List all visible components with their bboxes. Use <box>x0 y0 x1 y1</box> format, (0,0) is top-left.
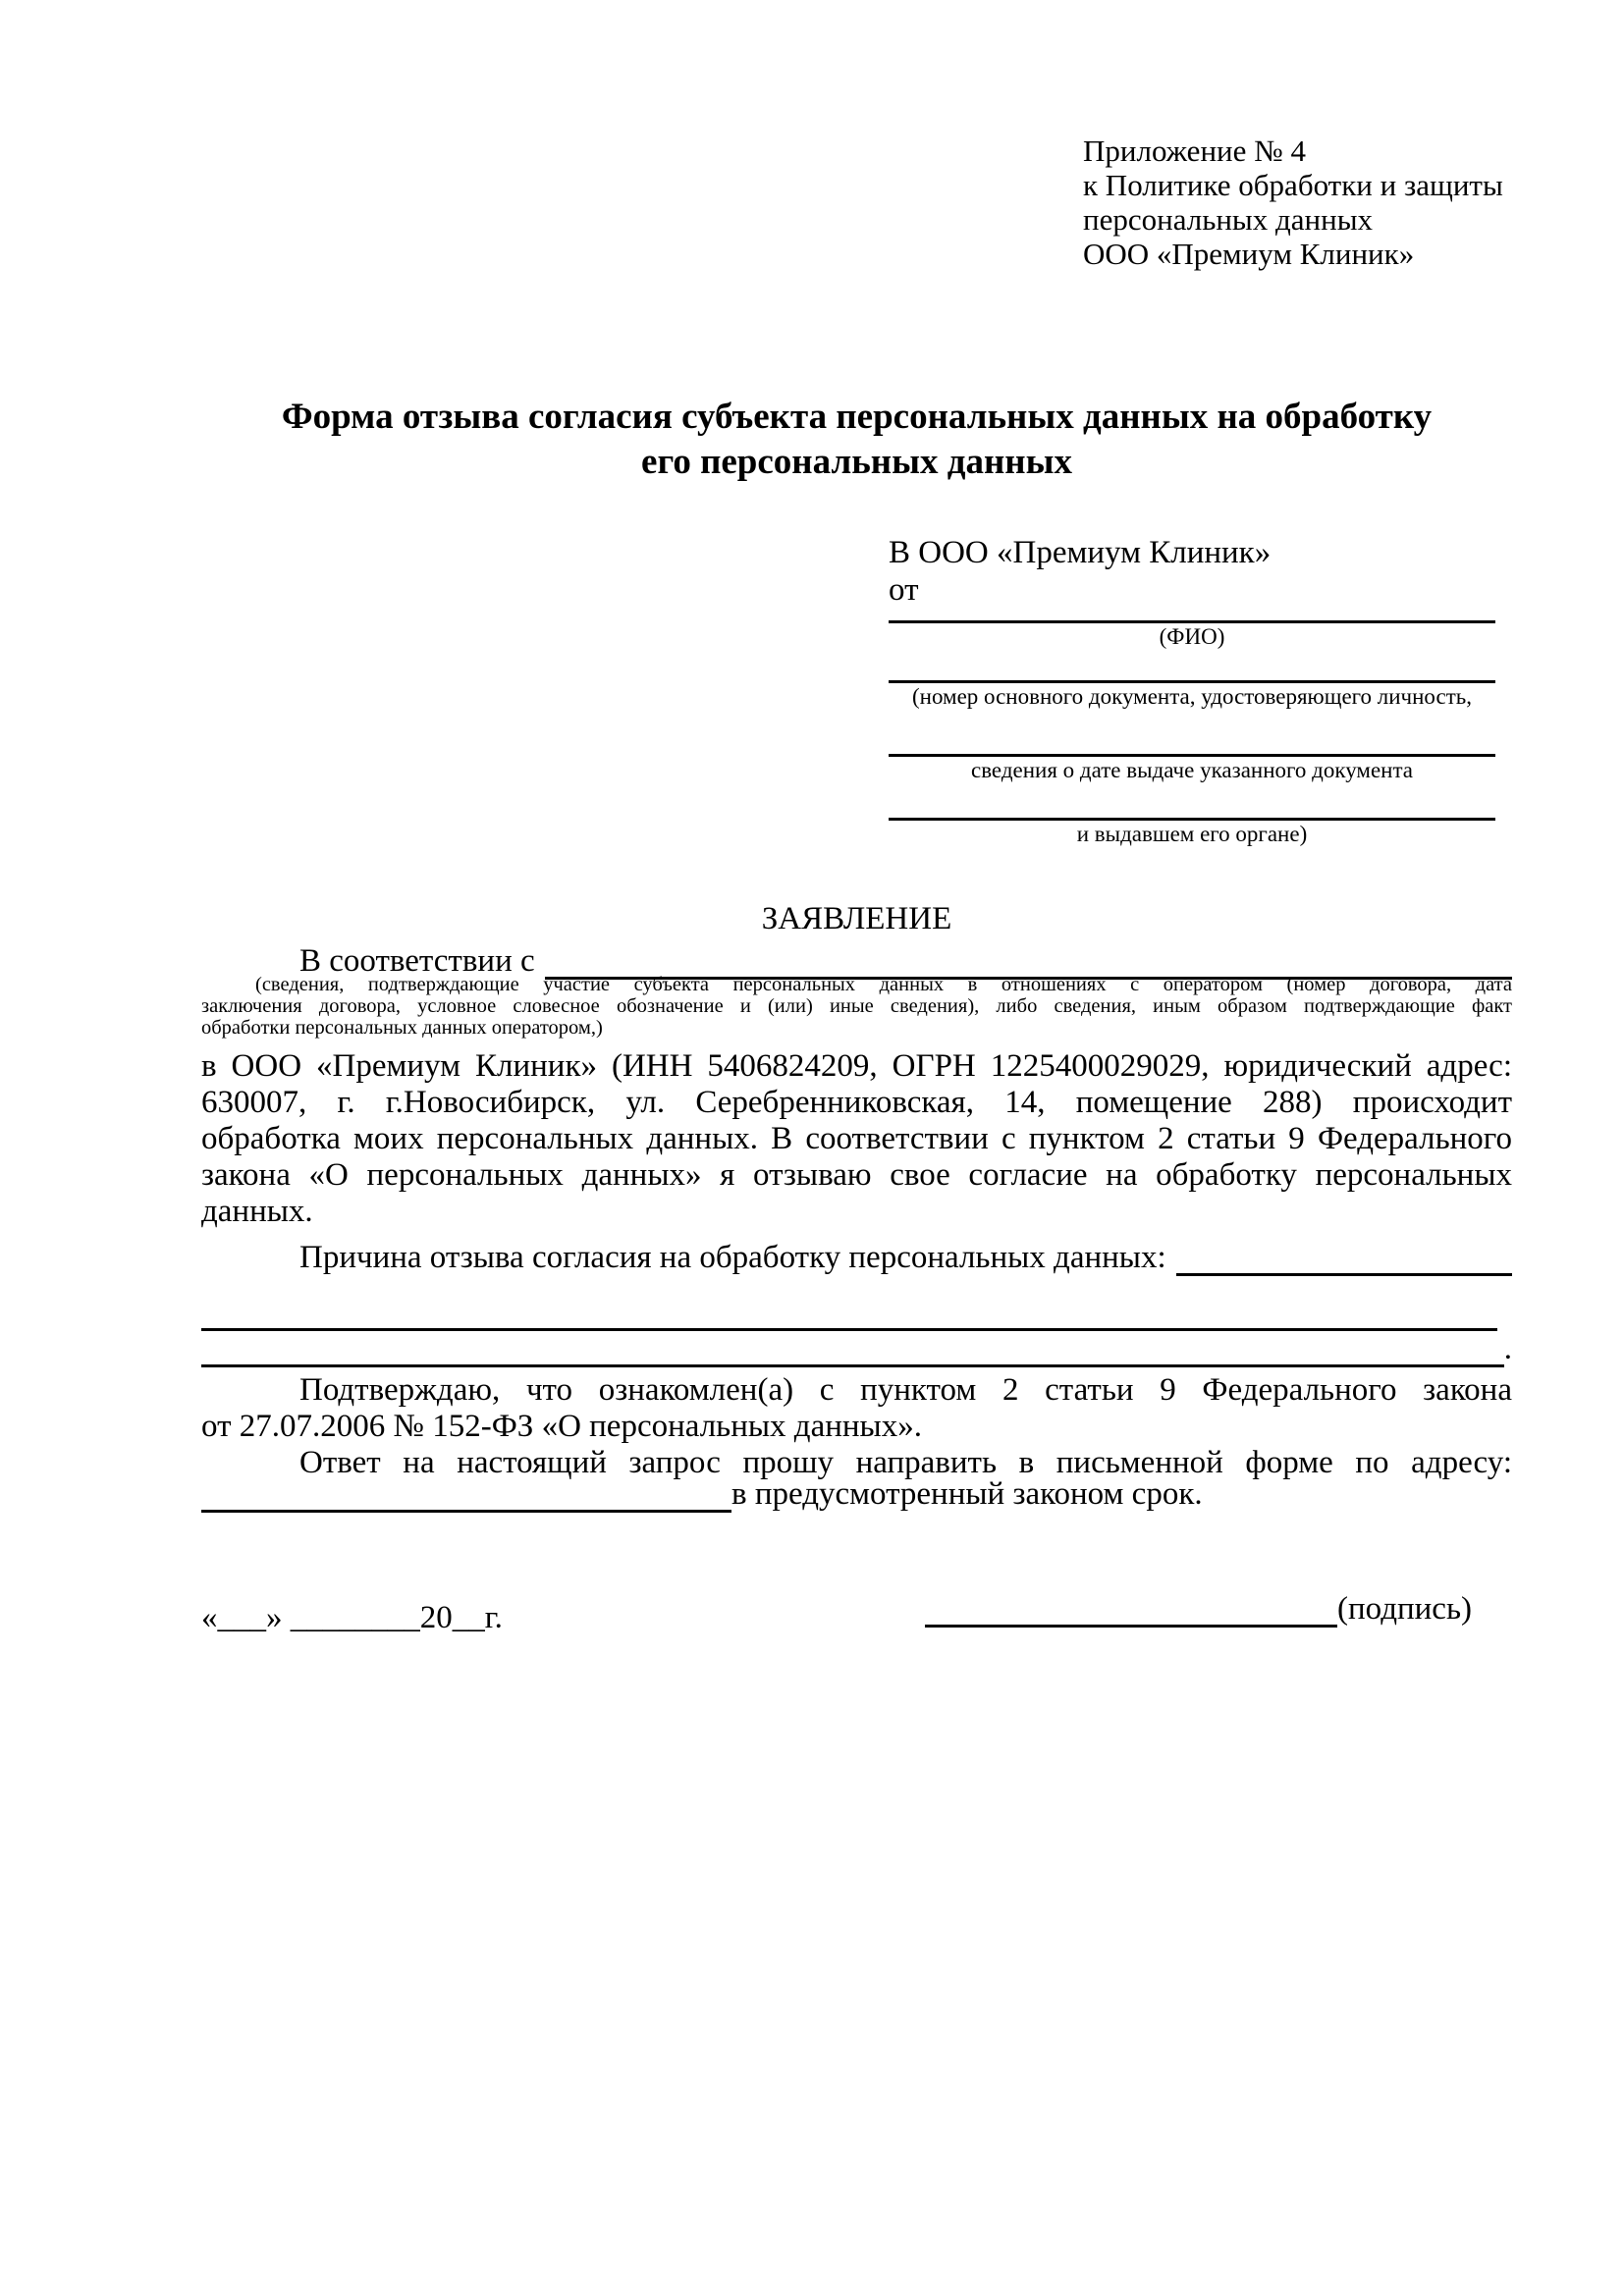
reply-tail-text: в предусмотренный законом срок. <box>731 1476 1203 1512</box>
appendix-header-line-1: Приложение № 4 <box>1083 133 1306 168</box>
footnote-line-1 <box>201 974 1512 995</box>
reason-trailing-period: . <box>1503 1331 1512 1366</box>
reason-label: Причина отзыва согласия на обработку персональных данных: <box>299 1240 1166 1275</box>
field-caption-issuing-authority: и выдавшем его органе) <box>1076 822 1308 846</box>
statement-heading: ЗАЯВЛЕНИЕ <box>761 901 952 936</box>
appendix-header-line-2: к Политике обработки и защиты <box>1083 168 1503 202</box>
addressee-organization: В ООО «Премиум Клиник» <box>889 535 1272 570</box>
page-title <box>201 395 1512 485</box>
reason-input-line-2[interactable] <box>201 1328 1497 1331</box>
page-title-line-1: Форма отзыва согласия субъекта персональных данных на обработку <box>281 397 1433 437</box>
body-line-5: данных. <box>201 1194 313 1229</box>
reason-input-line-1[interactable] <box>1176 1241 1512 1276</box>
field-caption-document-number: (номер основного документа, удостоверяющего личность, <box>911 684 1472 709</box>
issue-date-input-line[interactable] <box>889 754 1495 757</box>
body-line-3: обработка моих персональных данных. В соответствии с пунктом 2 статьи 9 Федерального <box>201 1121 1512 1156</box>
issuing-authority-input-line[interactable] <box>889 818 1495 821</box>
appendix-header <box>1083 133 1535 271</box>
footnote-line-3: обработки персональных данных оператором,) <box>201 1017 603 1039</box>
intro-prefix: В соответствии с <box>299 943 535 979</box>
appendix-header-line-3: персональных данных <box>1083 202 1374 237</box>
fio-input-line[interactable] <box>889 620 1495 623</box>
date-field[interactable]: «___» ________20__г. <box>201 1600 503 1635</box>
reply-text-1: Ответ на настоящий запрос прошу направить в письменной форме по адресу: <box>299 1445 1512 1480</box>
signature-input-line[interactable] <box>925 1589 1337 1628</box>
signature-caption: (подпись) <box>1337 1591 1472 1627</box>
footnote-line-2: заключения договора, условное словесное обозначение и (или) иные сведения), либо сведения, иным образом подтверждающие факт <box>201 995 1512 1017</box>
reply-row-2 <box>201 1477 1512 1513</box>
reason-last-blank-row <box>201 1332 1512 1367</box>
footnote-text-1: (сведения, подтверждающие участие субъекта персональных данных в отношениях с оператором (номер договора, дата <box>255 974 1512 995</box>
document-number-input-line[interactable] <box>889 680 1495 683</box>
appendix-header-line-4: ООО «Премиум Клиник» <box>1083 237 1415 271</box>
signature-row <box>925 1589 1504 1628</box>
confirm-line-2: от 27.07.2006 № 152-ФЗ «О персональных данных». <box>201 1409 922 1444</box>
field-caption-fio: (ФИО) <box>1159 624 1225 649</box>
body-line-4: закона «О персональных данных» я отзываю свое согласие на обработку персональных <box>201 1157 1512 1193</box>
field-caption-issue-date: сведения о дате выдаче указанного документа <box>970 758 1414 782</box>
confirm-text-1: Подтверждаю, что ознакомлен(а) с пунктом 2 статьи 9 Федерального закона <box>299 1372 1512 1408</box>
reason-input-line-3[interactable] <box>201 1332 1504 1367</box>
addressee-from-label: от <box>889 572 919 608</box>
page-title-line-2: его персональных данных <box>641 442 1072 482</box>
reason-row <box>201 1239 1512 1276</box>
body-line-1: в ООО «Премиум Клиник» (ИНН 5406824209, ОГРН 1225400029029, юридический адрес: <box>201 1048 1512 1084</box>
body-line-2: 630007, г. г.Новосибирск, ул. Серебренниковская, 14, помещение 288) происходит <box>201 1085 1512 1120</box>
reply-address-input-line[interactable] <box>201 1477 731 1513</box>
confirm-line-1 <box>201 1372 1512 1409</box>
